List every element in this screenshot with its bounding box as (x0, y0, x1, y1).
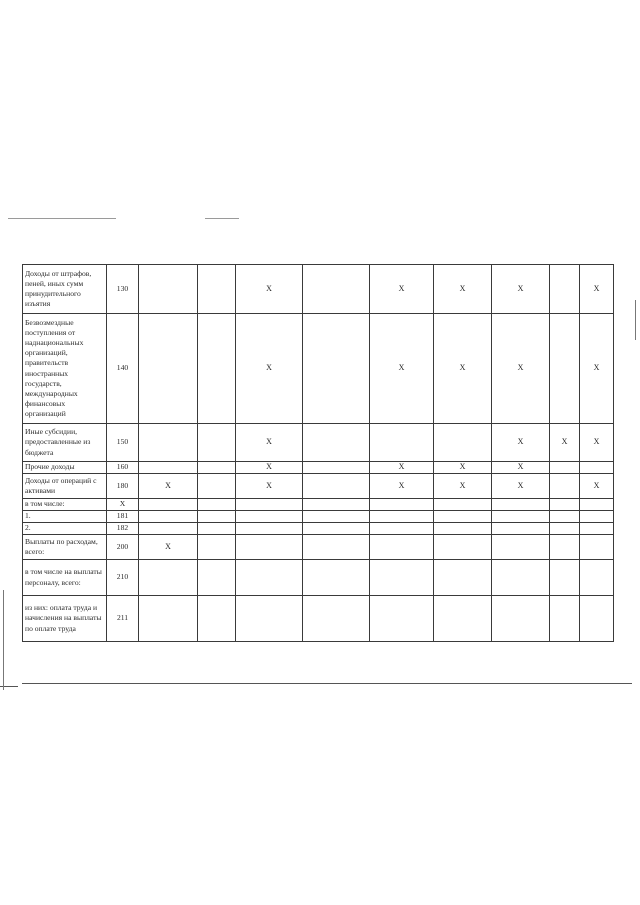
table-cell (550, 535, 580, 560)
row-code: 200 (107, 535, 139, 560)
table-cell (370, 596, 434, 642)
table-cell (303, 511, 370, 523)
table-cell: X (492, 462, 550, 474)
row-name: из них: оплата труда и начисления на выплаты по оплате труда (23, 596, 107, 642)
table-cell: X (492, 314, 550, 424)
table-cell (580, 511, 614, 523)
table-cell (198, 424, 236, 462)
table-cell (580, 535, 614, 560)
table-cell (550, 314, 580, 424)
table-cell (139, 462, 198, 474)
table-cell: X (434, 462, 492, 474)
row-name: Выплаты по расходам, всего: (23, 535, 107, 560)
table-cell (139, 499, 198, 511)
table-cell (303, 499, 370, 511)
table-cell (370, 424, 434, 462)
table-row (23, 314, 614, 424)
table-cell (580, 499, 614, 511)
table-row (23, 499, 614, 511)
table-cell (370, 523, 434, 535)
table-cell (303, 596, 370, 642)
table-cell: X (370, 474, 434, 499)
table-row (23, 462, 614, 474)
table-cell (492, 560, 550, 596)
table-cell (198, 560, 236, 596)
table-cell: X (434, 265, 492, 314)
table-cell (580, 596, 614, 642)
table-cell (236, 535, 303, 560)
table-cell (492, 535, 550, 560)
table-cell: X (580, 265, 614, 314)
table-cell (550, 511, 580, 523)
table-cell: X (580, 314, 614, 424)
table-cell (236, 523, 303, 535)
table-cell (303, 535, 370, 560)
table-cell: X (492, 424, 550, 462)
table-cell (139, 523, 198, 535)
table-cell: X (492, 265, 550, 314)
row-code: 210 (107, 560, 139, 596)
table-cell (236, 560, 303, 596)
table-cell (303, 314, 370, 424)
row-code: X (107, 499, 139, 511)
table-cell (139, 511, 198, 523)
table-cell: X (139, 474, 198, 499)
table-row (23, 523, 614, 535)
table-cell (550, 523, 580, 535)
table-cell (236, 511, 303, 523)
row-code: 211 (107, 596, 139, 642)
table-cell (303, 523, 370, 535)
table-cell (580, 523, 614, 535)
table-cell: X (492, 474, 550, 499)
table-cell (370, 560, 434, 596)
table-cell (434, 499, 492, 511)
scan-artifact-line-top (8, 218, 116, 219)
scan-artifact-edge-right (635, 300, 636, 340)
row-code: 160 (107, 462, 139, 474)
table-cell (139, 560, 198, 596)
table-cell (303, 560, 370, 596)
table-cell (434, 511, 492, 523)
row-name: Безвозмездные поступления от наднациональных организаций, правительств иностранных государств, международных финансовых организаций (23, 314, 107, 424)
table-cell (550, 265, 580, 314)
table-cell (139, 314, 198, 424)
table-cell: X (236, 265, 303, 314)
row-code: 182 (107, 523, 139, 535)
table-row (23, 265, 614, 314)
table-row (23, 535, 614, 560)
table-cell (434, 560, 492, 596)
table-cell: X (139, 535, 198, 560)
scan-artifact-line-bottom (22, 683, 632, 684)
table-cell: X (236, 424, 303, 462)
table-cell (492, 511, 550, 523)
table-cell (198, 523, 236, 535)
table-cell (550, 474, 580, 499)
row-name: в том числе на выплаты персоналу, всего: (23, 560, 107, 596)
table-cell (550, 596, 580, 642)
row-name: Прочие доходы (23, 462, 107, 474)
table-cell (198, 474, 236, 499)
table-cell: X (434, 314, 492, 424)
table-cell: X (236, 474, 303, 499)
row-code: 130 (107, 265, 139, 314)
table-cell: X (434, 474, 492, 499)
table-cell (198, 535, 236, 560)
table-cell: X (236, 462, 303, 474)
row-name: Иные субсидии, предоставленные из бюджета (23, 424, 107, 462)
table-cell (303, 265, 370, 314)
row-code: 140 (107, 314, 139, 424)
table-cell (434, 535, 492, 560)
row-code: 150 (107, 424, 139, 462)
table-cell (236, 499, 303, 511)
table-cell (580, 560, 614, 596)
budget-table (22, 264, 614, 642)
table-cell (198, 511, 236, 523)
row-name: Доходы от штрафов, пеней, иных сумм принудительного изъятия (23, 265, 107, 314)
table-cell: X (580, 474, 614, 499)
table-cell (492, 523, 550, 535)
table-cell (198, 265, 236, 314)
table-cell (139, 265, 198, 314)
table-cell (198, 596, 236, 642)
row-name: Доходы от операций с активами (23, 474, 107, 499)
table-cell (139, 596, 198, 642)
table-cell (236, 596, 303, 642)
row-name: 2. (23, 523, 107, 535)
row-name: 1. (23, 511, 107, 523)
table-row (23, 560, 614, 596)
row-name: в том числе: (23, 499, 107, 511)
table-cell (303, 462, 370, 474)
table-cell (139, 424, 198, 462)
table-cell (550, 462, 580, 474)
table-cell (303, 424, 370, 462)
table-cell (492, 499, 550, 511)
scan-artifact-line-top-short (205, 218, 239, 219)
table-cell (434, 424, 492, 462)
table-cell (198, 314, 236, 424)
table-cell: X (236, 314, 303, 424)
table-cell: X (370, 462, 434, 474)
table-cell (303, 474, 370, 499)
table-cell: X (550, 424, 580, 462)
table-cell (580, 462, 614, 474)
table-row (23, 424, 614, 462)
table-cell (550, 560, 580, 596)
table-cell (434, 596, 492, 642)
row-code: 181 (107, 511, 139, 523)
table-row (23, 596, 614, 642)
table-cell (370, 511, 434, 523)
table-cell (550, 499, 580, 511)
table-cell: X (370, 265, 434, 314)
table-cell (370, 499, 434, 511)
table-cell (198, 462, 236, 474)
row-code: 180 (107, 474, 139, 499)
table-cell (198, 499, 236, 511)
table-cell: X (370, 314, 434, 424)
table-cell (370, 535, 434, 560)
scan-artifact-edge-left (3, 590, 4, 690)
table-cell: X (580, 424, 614, 462)
table-cell (492, 596, 550, 642)
table-row (23, 511, 614, 523)
table-cell (434, 523, 492, 535)
table-row (23, 474, 614, 499)
